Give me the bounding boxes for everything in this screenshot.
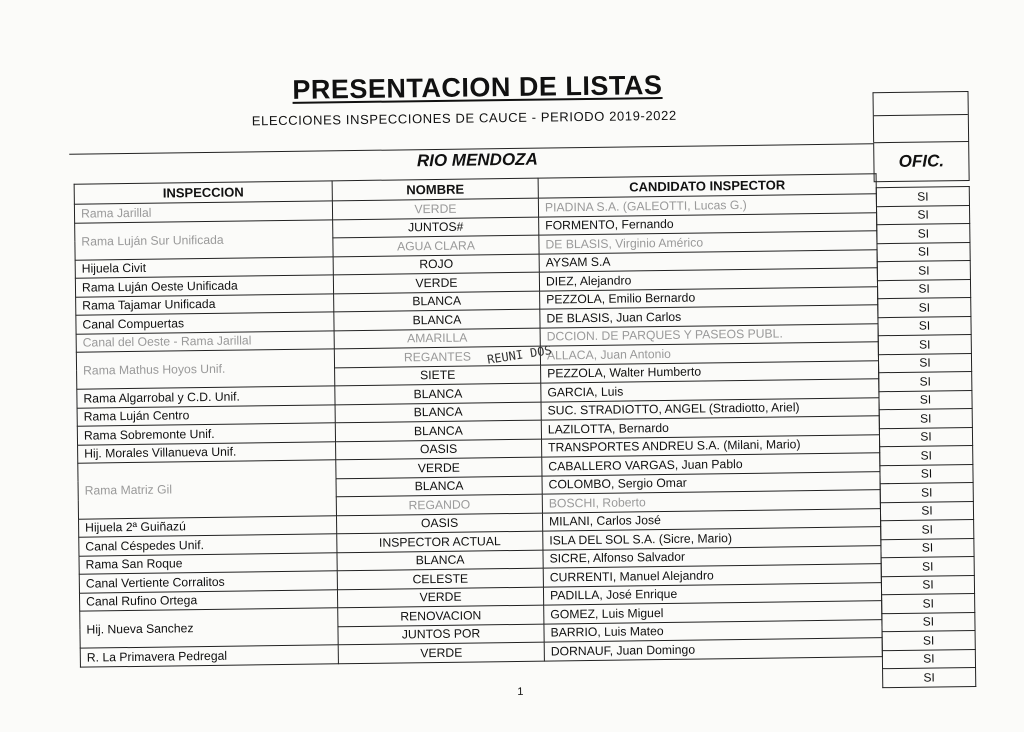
ofic-row [879,371,972,391]
cell-nombre: BLANCA [334,291,540,312]
cell-candidato: COLOMBO, Sergio Omar [542,471,880,494]
cell-nombre: BLANCA [337,550,543,571]
cell-nombre: VERDE [332,198,538,219]
ofic-value: SI [881,538,974,558]
cell-candidato: BARRIO, Luis Mateo [544,619,882,642]
ofic-row [882,612,975,632]
cell-nombre: CELESTE [337,568,543,589]
ofic-value: SI [879,390,972,410]
cell-candidato: DE BLASIS, Virginio Américo [539,231,877,254]
ofic-value: SI [880,445,973,465]
cell-candidato: DCCION. DE PARQUES Y PASEOS PUBL. [540,323,878,346]
cell-nombre: BLANCA [335,420,541,441]
cell-nombre: ROJO [333,254,539,275]
cell-candidato: TRANSPORTES ANDREU S.A. (Milani, Mario) [541,434,879,457]
cell-nombre: RENOVACION [338,605,544,626]
cell-nombre: OASIS [336,439,542,460]
cell-inspeccion: Canal Céspedes Unif. [79,534,337,556]
cell-candidato: ALLACA, Juan Antonio [540,342,878,365]
ofic-row [882,593,975,613]
cell-inspeccion: Rama Matriz Gil [78,460,337,519]
cell-nombre: VERDE [333,272,539,293]
cell-candidato: PIADINA S.A. (GALEOTTI, Lucas G.) [538,194,876,217]
ofic-row [880,445,973,465]
cell-inspeccion: Rama Luján Centro [77,404,335,426]
cell-candidato: GARCIA, Luis [541,379,879,402]
ofic-row [878,353,971,373]
ofic-box-header [872,91,969,142]
cell-candidato: FORMENTO, Fernando [539,212,877,235]
cell-inspeccion: Hijuela 2ª Guiñazú [79,515,337,537]
ofic-value: SI [878,297,971,317]
column-header-nombre: NOMBRE [332,178,538,201]
cell-candidato: BOSCHI, Roberto [542,490,880,513]
column-header-inspeccion: INSPECCION [74,181,332,204]
ofic-value: SI [877,242,970,262]
cell-inspeccion: Rama Sobremonte Unif. [77,423,335,445]
cell-inspeccion: Canal Vertiente Corralitos [79,571,337,593]
cell-inspeccion: Hij. Morales Villanueva Unif. [78,441,336,463]
ofic-value: SI [878,334,971,354]
cell-inspeccion: Rama Jarillal [74,201,332,223]
ofic-value: SI [877,279,970,299]
cell-inspeccion: Rama Tajamar Unificada [76,293,334,315]
ofic-values-table [876,186,977,688]
ofic-value: SI [876,186,969,206]
ofic-row [881,556,974,576]
cell-nombre: BLANCA [335,402,541,423]
ofic-row [880,464,973,484]
ofic-row [877,242,970,262]
cell-nombre: OASIS [336,513,542,534]
cell-candidato: DIEZ, Alejandro [539,268,877,291]
cell-nombre: AGUA CLARA [333,235,539,256]
cell-nombre: JUNTOS# [333,217,539,238]
ofic-row [882,649,975,669]
ofic-value: SI [881,556,974,576]
ofic-row [876,186,969,206]
cell-candidato: PADILLA, José Enrique [543,582,881,605]
section-title: RIO MENDOZA [416,149,538,171]
ofic-value: SI [882,649,975,669]
table-body [74,194,882,667]
cell-candidato: DORNAUF, Juan Domingo [544,638,882,661]
handwritten-stamp: REUNI DOS [486,343,553,367]
ofic-column-header: OFIC. [873,141,970,182]
ofic-value: SI [880,482,973,502]
ofic-row [879,390,972,410]
cell-candidato: SUC. STRADIOTTO, ANGEL (Stradiotto, Ariel) [541,397,879,420]
ofic-value: SI [877,223,970,243]
ofic-row [879,408,972,428]
ofic-value: SI [880,464,973,484]
ofic-value: SI [879,427,972,447]
cell-inspeccion: Hijuela Civit [75,256,333,278]
cell-nombre: BLANCA [336,476,542,497]
ofic-row [883,667,976,687]
cell-candidato: PEZZOLA, Emilio Bernardo [540,286,878,309]
ofic-row [878,297,971,317]
ofic-row [878,316,971,336]
ofic-value: SI [879,371,972,391]
ofic-row [876,205,969,225]
cell-nombre: VERDE [337,587,543,608]
ofic-row [881,575,974,595]
cell-candidato: MILANI, Carlos José [542,508,880,531]
listas-table [74,173,883,667]
ofic-value: SI [879,408,972,428]
cell-nombre: SIETE [335,365,541,386]
ofic-value: SI [881,519,974,539]
cell-inspeccion: Canal del Oeste - Rama Jarillal [76,330,334,352]
ofic-value: SI [880,501,973,521]
cell-inspeccion: Rama Luján Oeste Unificada [75,275,333,297]
cell-nombre: VERDE [338,642,544,663]
cell-nombre: VERDE [336,457,542,478]
ofic-row [879,427,972,447]
cell-nombre: BLANCA [335,383,541,404]
ofic-value: SI [881,575,974,595]
cell-candidato: AYSAM S.A [539,249,877,272]
cell-nombre: REGANTES [334,346,540,367]
cell-candidato: ISLA DEL SOL S.A. (Sicre, Mario) [543,527,881,550]
ofic-value: SI [882,593,975,613]
cell-inspeccion: Hij. Nueva Sanchez [80,608,338,648]
ofic-row [877,279,970,299]
cell-candidato: CURRENTI, Manuel Alejandro [543,564,881,587]
cell-nombre: BLANCA [334,309,540,330]
ofic-value: SI [876,205,969,225]
ofic-value: SI [883,667,976,687]
ofic-value: SI [878,353,971,373]
document-subtitle: ELECCIONES INSPECCIONES DE CAUCE - PERIODO 2019-2022 [251,107,677,129]
cell-nombre: REGANDO [336,494,542,515]
ofic-value: SI [882,612,975,632]
cell-inspeccion: Rama Algarrobal y C.D. Unif. [77,386,335,408]
cell-inspeccion: Rama Mathus Hoyos Unif. [76,349,334,389]
ofic-row [877,260,970,280]
ofic-value: SI [882,630,975,650]
ofic-row [877,223,970,243]
ofic-row [881,519,974,539]
cell-nombre: JUNTOS POR [338,624,544,645]
cell-candidato: LAZILOTTA, Bernardo [541,416,879,439]
ofic-row [880,501,973,521]
ofic-values-body [876,186,976,687]
ofic-value: SI [877,260,970,280]
cell-candidato: PEZZOLA, Walter Humberto [541,360,879,383]
cell-candidato: CABALLERO VARGAS, Juan Pablo [542,453,880,476]
cell-nombre: AMARILLA [334,328,540,349]
cell-candidato: DE BLASIS, Juan Carlos [540,305,878,328]
cell-candidato: SICRE, Alfonso Salvador [543,545,881,568]
cell-inspeccion: R. La Primavera Pedregal [80,645,338,667]
ofic-row [881,538,974,558]
ofic-row [880,482,973,502]
cell-inspeccion: Rama San Roque [79,552,337,574]
ofic-row [882,630,975,650]
ofic-value: SI [878,316,971,336]
column-header-candidato: CANDIDATO INSPECTOR [538,174,876,198]
document-title: PRESENTACION DE LISTAS [292,70,663,105]
cell-candidato: GOMEZ, Luis Miguel [544,601,882,624]
cell-nombre: INSPECTOR ACTUAL [337,531,543,552]
page-number: 1 [517,685,524,698]
cell-inspeccion: Canal Rufino Ortega [79,589,337,611]
cell-inspeccion: Canal Compuertas [76,312,334,334]
cell-inspeccion: Rama Luján Sur Unificada [75,219,333,259]
ofic-row [878,334,971,354]
